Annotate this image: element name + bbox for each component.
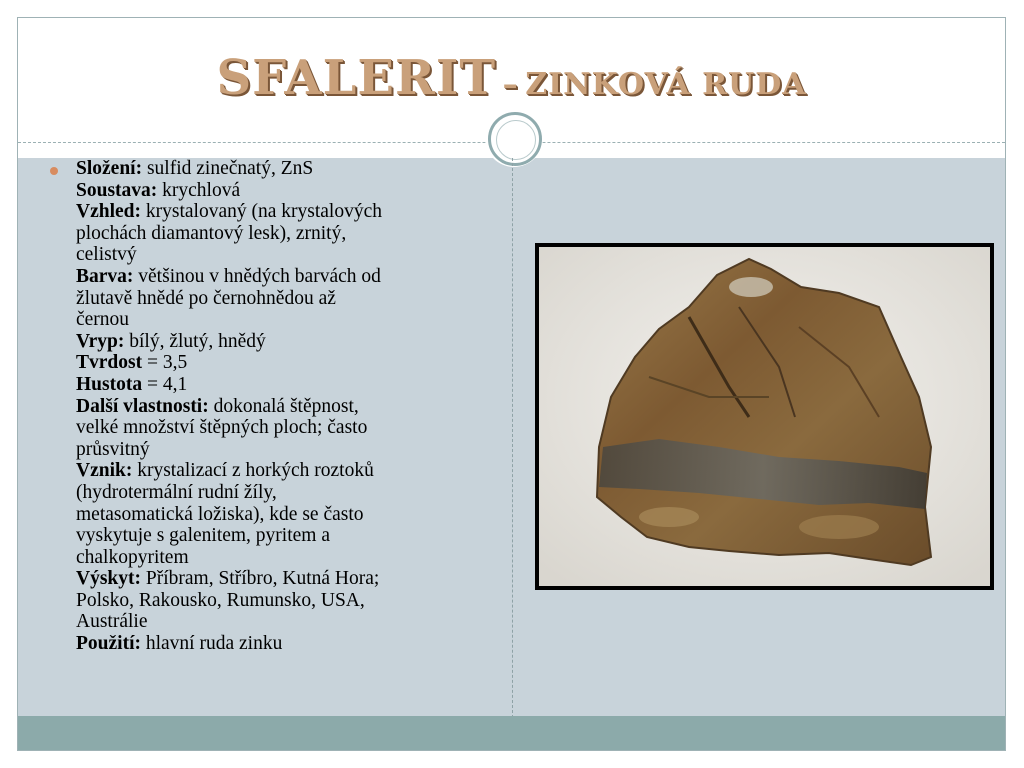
property-label: Barva: [76, 265, 134, 287]
property-value: = 4,1 [142, 373, 188, 395]
property-value: = 3,5 [142, 352, 188, 374]
property-value: Austrálie [76, 611, 148, 633]
property-line [76, 244, 490, 266]
title-main: SFALERIT [216, 50, 497, 106]
property-label: Hustota [76, 373, 143, 395]
property-line [76, 460, 490, 482]
property-line [76, 223, 490, 245]
property-value: chalkopyritem [76, 546, 189, 568]
property-line [76, 331, 490, 353]
property-label: Složení: [76, 158, 143, 179]
property-value: průsvitný [76, 438, 150, 460]
property-value: (hydrotermální rudní žíly, [76, 481, 277, 503]
property-value: krystalovaný (na krystalových [141, 201, 382, 223]
property-line [76, 396, 490, 418]
property-line [76, 180, 490, 202]
properties-lines [76, 158, 490, 655]
column-divider [512, 158, 513, 718]
circle-ornament-inner [496, 120, 536, 160]
property-value: celistvý [76, 244, 137, 266]
property-value: vyskytuje s galenitem, pyritem a [76, 525, 330, 547]
property-line [76, 568, 490, 590]
property-line [76, 590, 490, 612]
title-dash: – [502, 67, 519, 102]
property-value: sulfid zinečnatý, ZnS [142, 158, 314, 179]
property-value: většinou v hnědých barvách od [133, 265, 381, 287]
property-line [76, 439, 490, 461]
property-value: Příbram, Stříbro, Kutná Hora; [141, 568, 380, 590]
property-line [76, 547, 490, 569]
property-value: žlutavě hnědé po černohnědou až [76, 287, 336, 309]
mineral-photo-frame [535, 243, 994, 590]
property-line [76, 288, 490, 310]
property-value: metasomatická ložiska), kde se často [76, 503, 364, 525]
sphalerite-photo [539, 247, 990, 586]
property-line [76, 374, 490, 396]
property-line [76, 158, 490, 180]
property-value: krystalizací z horkých roztoků [132, 460, 374, 482]
property-line [76, 611, 490, 633]
property-value: Polsko, Rakousko, Rumunsko, USA, [76, 589, 365, 611]
property-value: plochách diamantový lesk), zrnitý, [76, 222, 347, 244]
property-value: černou [76, 309, 130, 331]
footer-band [18, 716, 1005, 750]
bullet-icon [50, 167, 58, 175]
property-line [76, 525, 490, 547]
slide-title [18, 50, 1005, 106]
property-line [76, 482, 490, 504]
slide [17, 17, 1006, 751]
property-value: bílý, žlutý, hnědý [124, 330, 266, 352]
property-value: hlavní ruda zinku [140, 633, 283, 655]
property-label: Další vlastnosti: [76, 395, 209, 417]
property-label: Vryp: [76, 330, 125, 352]
property-value: velké množství štěpných ploch; často [76, 417, 368, 439]
property-label: Vznik: [76, 460, 133, 482]
property-line [76, 504, 490, 526]
property-line [76, 309, 490, 331]
property-label: Tvrdost [76, 352, 143, 374]
property-label: Použití: [76, 633, 141, 655]
property-value: krychlová [157, 179, 241, 201]
property-line [76, 352, 490, 374]
property-line [76, 201, 490, 223]
title-sub: ZINKOVÁ RUDA [525, 67, 807, 102]
property-line [76, 266, 490, 288]
property-line [76, 633, 490, 655]
property-label: Výskyt: [76, 568, 142, 590]
property-line [76, 417, 490, 439]
property-label: Vzhled: [76, 201, 141, 223]
properties-list [50, 158, 490, 655]
property-label: Soustava: [76, 179, 158, 201]
property-value: dokonalá štěpnost, [208, 395, 359, 417]
